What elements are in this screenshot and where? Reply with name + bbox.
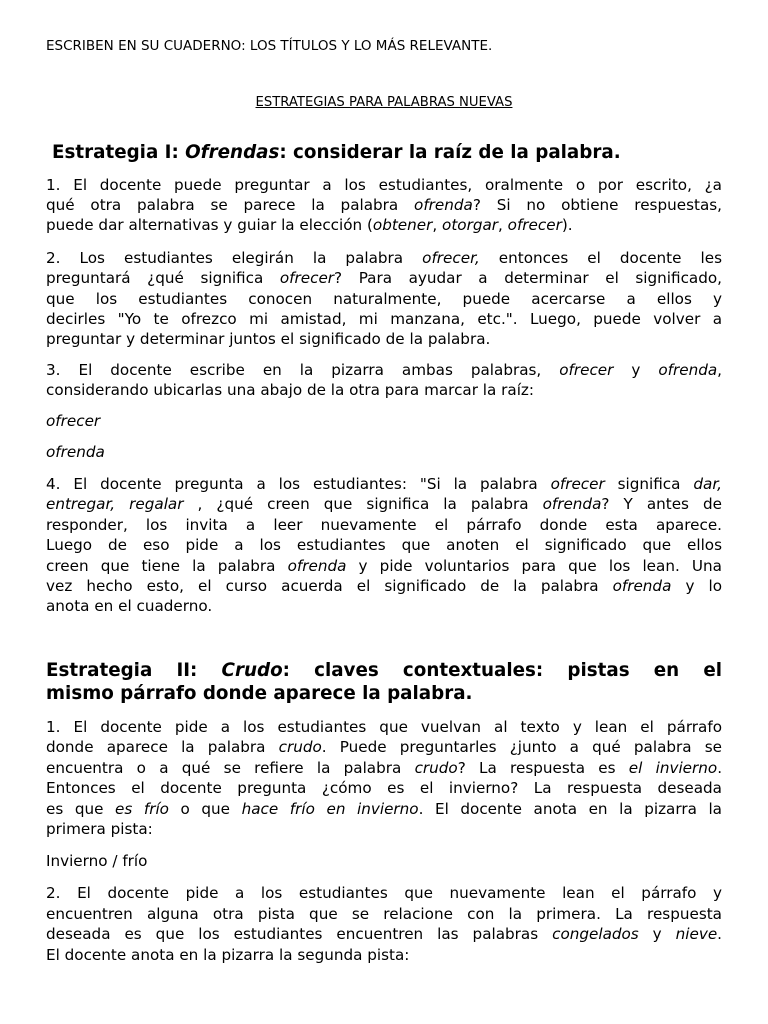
e1-p4-line: 4. El docente pregunta a los estudiantes: "Si la palabra ofrecer significa dar, [46, 475, 722, 493]
e1-p1-line: puede dar alternativas y guiar la elección (obtener, otorgar, ofrecer). [46, 216, 573, 234]
e1-p2-line: preguntar y determinar juntos el significado de la palabra. [46, 330, 491, 348]
e1-p2-line: preguntará ¿qué significa ofrecer? Para ayudar a determinar el significado, [46, 269, 722, 287]
pista-1: Invierno / frío [46, 852, 148, 870]
header-instruction: ESCRIBEN EN SU CUADERNO: LOS TÍTULOS Y LO MÁS RELEVANTE. [46, 38, 493, 54]
e1-p3-line: considerando ubicarlas una abajo de la otra para marcar la raíz: [46, 381, 535, 399]
e1-p1-line: 1. El docente puede preguntar a los estudiantes, oralmente o por escrito, ¿a [46, 176, 722, 194]
e2-p1-line: 1. El docente pide a los estudiantes que vuelvan al texto y lean el párrafo [46, 718, 722, 736]
estrategia-1-title: Estrategia I: Ofrendas: considerar la raíz de la palabra. [52, 142, 621, 163]
e2-p2-line: deseada es que los estudiantes encuentren las palabras congelados y nieve. [46, 925, 722, 943]
e2-p1-line: donde aparece la palabra crudo. Puede preguntarles ¿junto a qué palabra se [46, 738, 722, 756]
e1-p4-line: anota en el cuaderno. [46, 597, 213, 615]
e2-p1-line: encuentra o a qué se refiere la palabra crudo? La respuesta es el invierno. [46, 759, 723, 777]
estrategia-2-title: Estrategia II: Crudo: claves contextuales: pistas en el [46, 660, 722, 681]
document-subtitle: ESTRATEGIAS PARA PALABRAS NUEVAS [255, 95, 513, 110]
e2-p1-line: es que es frío o que hace frío en invierno. El docente anota en la pizarra la [46, 800, 722, 818]
e2-p2-line: encuentren alguna otra pista que se relacione con la primera. La respuesta [46, 905, 722, 923]
estrategia-2-title-line2: mismo párrafo donde aparece la palabra. [46, 683, 473, 704]
e1-p4-line: responder, los invita a leer nuevamente el párrafo donde esta aparece. [46, 516, 722, 534]
e2-p2-line: El docente anota en la pizarra la segunda pista: [46, 946, 410, 964]
e1-p2-line: que los estudiantes conocen naturalmente, puede acercarse a ellos y [46, 290, 722, 308]
e2-p1-line: Entonces el docente pregunta ¿cómo es el invierno? La respuesta deseada [46, 779, 722, 797]
e2-p1-line: primera pista: [46, 820, 153, 838]
e1-p2-line: 2. Los estudiantes elegirán la palabra ofrecer, entonces el docente les [46, 249, 722, 267]
e1-p4-line: creen que tiene la palabra ofrenda y pide voluntarios para que los lean. Una [46, 557, 722, 575]
word-ofrecer: ofrecer [46, 412, 101, 430]
e1-p4-line: entregar, regalar , ¿qué creen que significa la palabra ofrenda? Y antes de [46, 495, 722, 513]
e2-p2-line: 2. El docente pide a los estudiantes que nuevamente lean el párrafo y [46, 884, 722, 902]
e1-p2-line: decirles "Yo te ofrezco mi amistad, mi manzana, etc.". Luego, puede volver a [46, 310, 722, 328]
e1-p3-line: 3. El docente escribe en la pizarra ambas palabras, ofrecer y ofrenda, [46, 361, 722, 379]
e1-p4-line: vez hecho esto, el curso acuerda el significado de la palabra ofrenda y lo [46, 577, 723, 595]
word-ofrenda: ofrenda [46, 443, 105, 461]
e1-p4-line: Luego de eso pide a los estudiantes que anoten el significado que ellos [46, 536, 722, 554]
e1-p1-line: qué otra palabra se parece la palabra ofrenda? Si no obtiene respuestas, [46, 196, 722, 214]
